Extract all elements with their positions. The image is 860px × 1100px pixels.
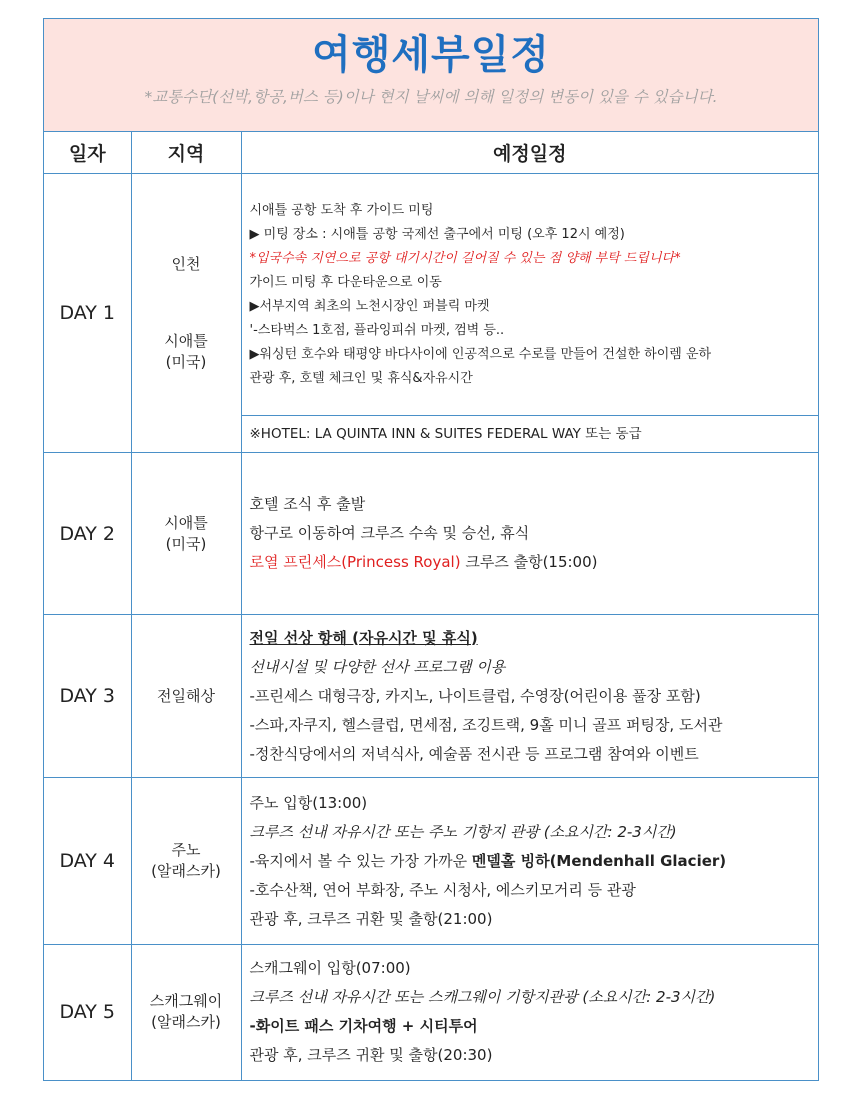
day-region bbox=[131, 174, 241, 453]
schedule-line: 항구로 이동하여 크루즈 수속 및 승선, 휴식 bbox=[249, 524, 530, 542]
schedule-line: 관광 후, 크루즈 귀환 및 출항(21:00) bbox=[249, 909, 493, 928]
page-title: 여행세부일정 bbox=[312, 32, 550, 78]
schedule-line: 주노 입항(13:00) bbox=[249, 793, 368, 812]
region-name: 인천 bbox=[171, 254, 201, 273]
region-country: (알래스카) bbox=[151, 862, 221, 880]
cruise-name: 로열 프린세스(Princess Royal) bbox=[249, 553, 461, 571]
schedule-line: ▶서부지역 최초의 노천시장인 퍼블릭 마켓 bbox=[249, 298, 490, 314]
day-schedule bbox=[241, 453, 818, 615]
schedule-line bbox=[250, 548, 811, 577]
schedule-line: 스캐그웨이 입항(07:00) bbox=[249, 959, 411, 978]
day-label: DAY 3 bbox=[44, 615, 131, 778]
day-label: DAY 1 bbox=[44, 174, 131, 453]
day-label: DAY 4 bbox=[44, 778, 131, 945]
day-schedule bbox=[241, 945, 818, 1080]
region-country: (미국) bbox=[165, 534, 207, 553]
table-row bbox=[44, 615, 818, 778]
schedule-line: -호수산책, 연어 부화장, 주노 시청사, 에스키모거리 등 관광 bbox=[249, 880, 636, 899]
schedule-line: ▶워싱턴 호수와 태평양 바다사이에 인공적으로 수로를 만들어 건설한 하이렘 운하 bbox=[249, 346, 712, 362]
schedule-line bbox=[250, 847, 811, 876]
table-row bbox=[44, 778, 818, 945]
region-name: 시애틀 bbox=[164, 513, 208, 532]
table-row bbox=[44, 174, 818, 416]
notice-text: *교통수단(선박,항공,버스 등)이나 현지 날씨에 의해 일정의 변동이 있을 수 있습니다. bbox=[144, 88, 718, 106]
glacier-prefix: -육지에서 볼 수 있는 가장 가까운 bbox=[249, 851, 472, 870]
schedule-line: 가이드 미팅 후 다운타운으로 이동 bbox=[249, 274, 442, 290]
schedule-heading: 전일 선상 항해 (자유시간 및 휴식) bbox=[249, 628, 478, 647]
header bbox=[44, 19, 818, 132]
region-country: (미국) bbox=[165, 352, 207, 371]
schedule-line: 선내시설 및 다양한 선사 프로그램 이용 bbox=[249, 657, 506, 676]
region-name: 주노 bbox=[171, 841, 201, 859]
table-row bbox=[44, 453, 818, 615]
region-name: 시애틀 bbox=[164, 331, 208, 350]
day-schedule bbox=[241, 174, 818, 416]
schedule-line: -정찬식당에서의 저녁식사, 예술품 전시관 등 프로그램 참여와 이벤트 bbox=[249, 744, 699, 763]
header-region: 지역 bbox=[131, 132, 241, 174]
day-schedule bbox=[241, 615, 818, 778]
header-date: 일자 bbox=[44, 132, 131, 174]
schedule-line: -스파,자쿠지, 헬스클럽, 면세점, 조깅트랙, 9홀 미니 골프 퍼팅장, 도서관 bbox=[249, 715, 723, 734]
table-header-row bbox=[44, 132, 818, 174]
day-region: 전일해상 bbox=[131, 615, 241, 778]
schedule-warning: *입국수속 지연으로 공항 대기시간이 길어질 수 있는 점 양해 부탁 드립니다* bbox=[249, 250, 681, 266]
day-label: DAY 2 bbox=[44, 453, 131, 615]
schedule-line: '-스타벅스 1호점, 플라잉피쉬 마켓, 껌벽 등.. bbox=[249, 322, 505, 338]
schedule-line: ▶ 미팅 장소 : 시애틀 공항 국제선 출구에서 미팅 (오후 12시 예정) bbox=[249, 226, 625, 242]
schedule-line: 관광 후, 크루즈 귀환 및 출항(20:30) bbox=[249, 1046, 493, 1065]
schedule-line: -화이트 패스 기차여행 + 시티투어 bbox=[249, 1017, 478, 1036]
day-schedule bbox=[241, 778, 818, 945]
schedule-line: 크루즈 선내 자유시간 또는 스캐그웨이 기항지관광 (소요시간: 2-3시간) bbox=[249, 988, 716, 1007]
departure-text: 크루즈 출항(15:00) bbox=[460, 553, 598, 571]
schedule-line: -프린세스 대형극장, 카지노, 나이트클럽, 수영장(어린이용 풀장 포함) bbox=[249, 686, 701, 705]
schedule-line: 호텔 조식 후 출발 bbox=[249, 495, 366, 513]
schedule-line: 크루즈 선내 자유시간 또는 주노 기항지 관광 (소요시간: 2-3시간) bbox=[249, 822, 677, 841]
day-label: DAY 5 bbox=[44, 945, 131, 1080]
table-row bbox=[44, 945, 818, 1080]
schedule-line: 시애틀 공항 도착 후 가이드 미팅 bbox=[249, 202, 434, 218]
day-region bbox=[131, 778, 241, 945]
day-region bbox=[131, 453, 241, 615]
itinerary-sheet bbox=[43, 18, 819, 1081]
hotel-info: ※HOTEL: LA QUINTA INN & SUITES FEDERAL WAY 또는 동급 bbox=[241, 416, 818, 453]
region-country: (알래스카) bbox=[151, 1013, 221, 1032]
header-plan: 예정일정 bbox=[241, 132, 818, 174]
region-name: 스캐그웨이 bbox=[149, 992, 223, 1011]
glacier-name: 멘델홀 빙하(Mendenhall Glacier) bbox=[471, 851, 727, 870]
day-region bbox=[131, 945, 241, 1080]
schedule-line: 관광 후, 호텔 체크인 및 휴식&자유시간 bbox=[249, 370, 473, 386]
itinerary-table bbox=[44, 132, 818, 1080]
